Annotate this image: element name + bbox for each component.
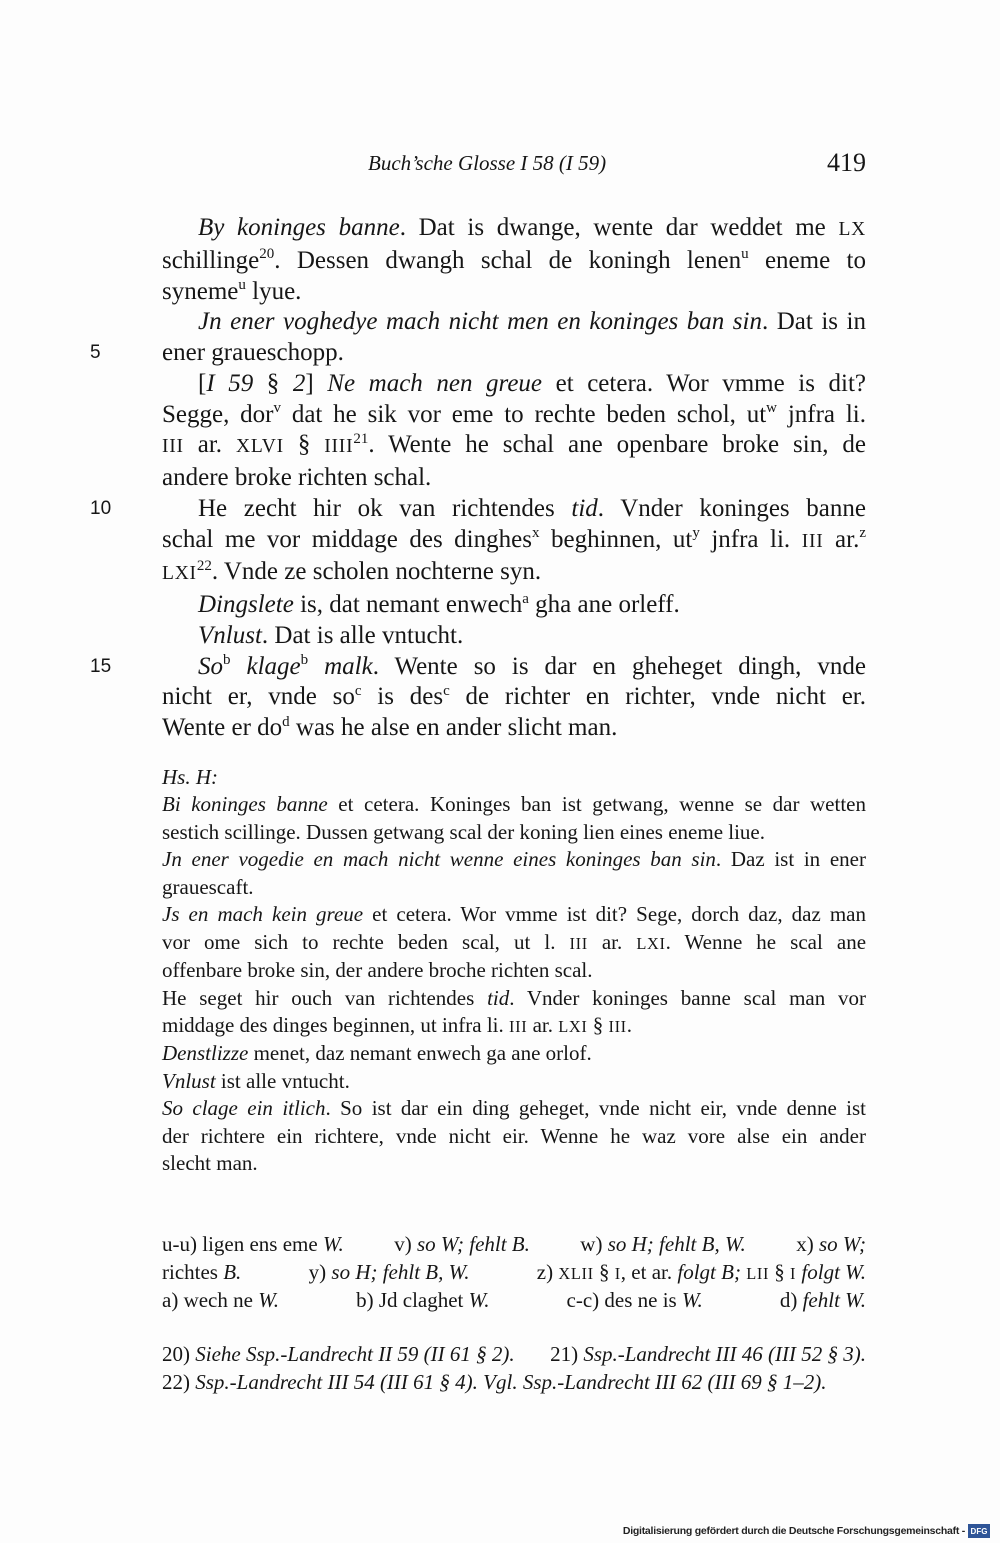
superscript-marker: c	[354, 682, 362, 699]
superscript-marker: x	[531, 525, 540, 542]
superscript-marker: v	[273, 400, 281, 417]
text-run: §	[283, 431, 325, 459]
text-run: He zecht hir ok van richtendes	[198, 494, 572, 522]
paragraph	[162, 764, 866, 791]
text-run: andere broke richten schal.	[162, 464, 432, 491]
paragraph	[162, 590, 866, 621]
italic-text: By koninges banne	[198, 214, 400, 241]
superscript-marker: b	[300, 652, 309, 669]
text-run: der richtere ein richtere, vnde nicht eir. Wenne he waz vore alse ein ander	[162, 1123, 866, 1148]
page-number: 419	[827, 148, 866, 177]
text-run: Segge, dor	[162, 400, 274, 428]
paragraph	[162, 791, 866, 846]
paragraph	[162, 213, 866, 307]
italic-text: fehlt W.	[802, 1288, 866, 1312]
apparatus-entry	[780, 1287, 866, 1315]
superscript-marker: w	[766, 400, 778, 417]
small-caps-numeral: XLII	[558, 1263, 594, 1283]
text-run: a) wech ne	[162, 1288, 259, 1312]
text-run: c-c) des ne is	[566, 1288, 682, 1312]
apparatus-line	[162, 1287, 866, 1315]
paragraph	[162, 1040, 866, 1067]
italic-text: so W; fehlt B.	[416, 1232, 530, 1256]
gloss-main-text	[90, 213, 867, 744]
text-line	[162, 682, 866, 713]
italic-text: klage	[246, 652, 301, 680]
text-run: is, dat nemant enwech	[293, 591, 523, 618]
text-line	[162, 1012, 866, 1040]
text-line	[162, 400, 866, 431]
text-run: . Vnder koninges banne scal man vor	[509, 985, 866, 1010]
apparatus-entry	[162, 1231, 344, 1259]
italic-text: Hs. H:	[162, 765, 218, 789]
running-title: Buch’sche Glosse I 58 (I 59)	[368, 151, 607, 175]
italic-text: So	[198, 652, 223, 680]
text-run: richtes	[162, 1259, 224, 1284]
italic-text: W.	[681, 1288, 703, 1312]
text-run: de richter en richter, vnde nicht er.	[449, 683, 866, 711]
text-line	[162, 846, 866, 873]
text-run: gha ane orleff.	[528, 591, 680, 618]
italic-text: malk	[324, 652, 373, 680]
apparatus-entry	[537, 1259, 866, 1288]
text-run: . So ist dar ein ding geheget, vnde nicht eir, vnde denne ist	[325, 1096, 867, 1121]
italic-text: Js en mach kein greue	[162, 902, 364, 927]
dfg-logo: DFG	[968, 1524, 990, 1538]
text-run: §	[587, 1012, 609, 1037]
text-line	[162, 1068, 866, 1095]
italic-text: Vnlust	[162, 1068, 216, 1093]
small-caps-numeral: III	[509, 1016, 528, 1036]
text-run: . Wente he schal ane openbare broke sin, de	[368, 431, 867, 459]
text-run: ist alle vntucht.	[215, 1068, 350, 1093]
text-line	[162, 1150, 866, 1177]
text-run: §	[593, 1259, 615, 1284]
text-run: , et ar.	[620, 1259, 678, 1284]
footnote-entry	[162, 1340, 515, 1368]
apparatus-line	[162, 1231, 866, 1259]
text-line	[162, 246, 866, 277]
italic-text: W.	[322, 1232, 344, 1256]
text-run: . Dat is in	[761, 308, 866, 336]
superscript-marker: 22	[196, 557, 212, 574]
text-line	[162, 985, 866, 1012]
text-run: . Wenne he scal ane	[665, 929, 867, 954]
superscript-marker: u	[741, 246, 749, 263]
paragraph	[162, 846, 866, 901]
italic-text: Jn ener voghedye mach nicht men en koninges ban sin	[198, 308, 762, 336]
small-caps-numeral: LXI	[558, 1016, 588, 1036]
apparatus-entry	[394, 1231, 530, 1259]
superscript-marker: 21	[353, 430, 369, 447]
text-line	[162, 525, 866, 558]
text-run: middage des dinges beginnen, ut infra li.	[162, 1012, 510, 1037]
text-run: w)	[580, 1232, 608, 1256]
text-run: vor ome sich to rechte beden scal, ut l.	[162, 929, 570, 954]
text-run: . Wente so is dar en gheheget dingh, vnde	[372, 652, 867, 680]
paragraph	[162, 369, 866, 494]
italic-text: Ssp.-Landrecht III 46 (III 52 § 3).	[583, 1342, 866, 1366]
text-line	[90, 494, 866, 525]
italic-text: tid	[487, 985, 510, 1010]
apparatus-entry	[356, 1287, 489, 1315]
text-run: z)	[536, 1259, 559, 1284]
text-run: ar.	[183, 431, 236, 459]
small-caps-numeral: III	[569, 933, 588, 953]
italic-text: W.	[258, 1288, 280, 1312]
text-run: . Daz ist in ener	[715, 847, 866, 872]
line-number: 15	[90, 655, 112, 677]
text-line	[162, 621, 866, 652]
text-run: schal me vor middage des dinghes	[162, 525, 532, 553]
italic-text: B.	[223, 1259, 242, 1284]
text-run: et cetera. Wor vmme ist dit? Sege, dorch daz, daz man	[363, 902, 867, 927]
text-line	[162, 369, 866, 400]
text-run: He seget hir ouch van richtendes	[162, 985, 488, 1010]
text-run: 22)	[162, 1370, 196, 1394]
text-run: u-u) ligen ens eme	[162, 1232, 323, 1256]
critical-apparatus	[162, 1231, 866, 1315]
apparatus-entry	[162, 1287, 279, 1315]
text-line	[162, 764, 866, 791]
text-run: dat he sik vor eme to rechte beden schol, ut	[281, 400, 767, 428]
paragraph	[90, 307, 866, 369]
italic-text: Jn ener vogedie en mach nicht wenne eines koninges ban sin	[162, 847, 716, 872]
text-run: et cetera. Koninges ban ist getwang, wenne se dar wetten	[327, 792, 866, 817]
small-caps-numeral: I	[614, 1263, 621, 1283]
italic-text: W.	[468, 1288, 490, 1312]
text-run: ar.	[527, 1012, 559, 1037]
italic-text: 2	[292, 369, 306, 397]
text-run: et cetera. Wor vmme is dit?	[542, 369, 867, 397]
text-run: 20)	[162, 1342, 196, 1366]
text-run: y)	[308, 1259, 332, 1284]
text-line	[162, 463, 866, 494]
superscript-marker: c	[443, 682, 450, 699]
apparatus-entry	[309, 1259, 470, 1288]
superscript-marker: u	[238, 277, 246, 294]
footnote-line	[162, 1340, 866, 1368]
text-run: . Vnde ze scholen nochterne syn.	[211, 558, 542, 586]
footnote-line	[162, 1368, 866, 1396]
footnote-entry	[162, 1368, 826, 1396]
superscript-marker: z	[859, 525, 867, 542]
paragraph	[162, 985, 866, 1041]
paragraph	[162, 901, 866, 984]
text-run: [	[198, 369, 207, 397]
italic-text: folgt B;	[677, 1259, 741, 1284]
small-caps-numeral: LII	[746, 1263, 770, 1283]
superscript-marker: d	[282, 713, 290, 730]
text-run: jnfra li.	[699, 525, 802, 553]
italic-text: Denstlizze	[162, 1041, 249, 1066]
text-run: ener graueschopp.	[162, 339, 344, 366]
manuscript-h-text	[162, 764, 866, 1178]
superscript-marker: 20	[259, 246, 275, 263]
text-line	[162, 819, 866, 846]
text-run: 21)	[550, 1342, 584, 1366]
small-caps-numeral: III	[801, 530, 824, 552]
small-caps-numeral: XLVI	[235, 436, 284, 458]
small-caps-numeral: LXI	[162, 563, 197, 585]
paragraph	[90, 652, 867, 744]
text-line	[162, 307, 866, 338]
line-number: 10	[90, 497, 112, 519]
text-run: nicht er, vnde so	[162, 683, 355, 711]
text-run: jnfra li.	[777, 400, 866, 428]
small-caps-numeral: IIII	[324, 436, 354, 458]
italic-text: Siehe Ssp.-Landrecht II 59 (II 61 § 2).	[195, 1342, 515, 1366]
footnotes	[162, 1340, 866, 1396]
text-run: d)	[779, 1288, 803, 1312]
text-line	[162, 1123, 866, 1150]
small-caps-numeral: LXI	[636, 933, 666, 953]
text-run: offenbare broke sin, der andere broche richten scal.	[162, 958, 593, 983]
text-line	[162, 430, 866, 463]
credit-text: Digitalisierung gefördert durch die Deutsche Forschungsgemeinschaft -	[622, 1525, 965, 1537]
italic-text: so W;	[818, 1232, 866, 1256]
text-run: . Dat is alle vntucht.	[261, 621, 464, 649]
italic-text: tid	[571, 494, 598, 522]
italic-text: Bi koninges banne	[162, 792, 328, 817]
italic-text: so H; fehlt B, W.	[331, 1259, 470, 1284]
text-line	[162, 791, 866, 818]
text-run: menet, daz nemant enwech ga ane orlof.	[248, 1041, 592, 1066]
line-number: 5	[90, 342, 101, 363]
text-line	[162, 874, 866, 901]
text-run: ar.	[823, 525, 860, 553]
italic-text: So clage ein itlich	[162, 1096, 326, 1121]
text-line	[162, 1095, 866, 1122]
paragraph	[162, 1095, 866, 1177]
italic-text: folgt W.	[801, 1259, 866, 1284]
text-run	[308, 653, 324, 680]
paragraph	[162, 621, 866, 652]
apparatus-entry	[580, 1231, 745, 1259]
text-run: Wente er do	[162, 714, 283, 741]
text-line	[162, 929, 866, 957]
paragraph	[90, 494, 867, 590]
text-run: sestich scillinge. Dussen getwang scal der koning lien eines eneme liue.	[162, 819, 766, 844]
text-line	[162, 713, 866, 744]
text-run	[231, 653, 247, 680]
superscript-marker: y	[692, 525, 700, 542]
text-run: slecht man.	[162, 1151, 258, 1176]
text-run: x)	[796, 1232, 819, 1256]
text-line	[162, 901, 866, 928]
text-run: b) Jd claghet	[356, 1288, 469, 1312]
text-run: . Dat is dwange, wente dar weddet me	[399, 214, 839, 241]
italic-text: I 59	[206, 369, 254, 397]
text-line	[162, 957, 866, 984]
text-line	[162, 277, 866, 308]
small-caps-numeral: I	[790, 1263, 797, 1283]
text-run: beghinnen, ut	[539, 525, 693, 553]
small-caps-numeral: III	[162, 436, 184, 458]
small-caps-numeral: LX	[838, 219, 866, 240]
text-run: §	[253, 369, 293, 397]
superscript-marker: b	[223, 652, 231, 669]
italic-text: Ne mach nen greue	[327, 369, 543, 397]
italic-text: so H; fehlt B, W.	[607, 1232, 746, 1256]
apparatus-entry	[567, 1287, 703, 1315]
text-run: v)	[394, 1232, 417, 1256]
text-run: ar.	[587, 929, 637, 954]
apparatus-entry	[162, 1259, 241, 1288]
digitization-credit	[623, 1524, 990, 1538]
text-line	[162, 590, 866, 621]
apparatus-line	[162, 1259, 866, 1288]
apparatus-entry	[796, 1231, 866, 1259]
text-line	[162, 213, 866, 246]
text-run: §	[769, 1259, 791, 1284]
text-line	[162, 557, 866, 590]
footnote-entry	[550, 1340, 866, 1368]
text-run: syneme	[162, 277, 239, 305]
text-line	[90, 652, 867, 683]
text-run: is des	[361, 683, 444, 711]
text-run: . Vnder koninges banne	[597, 494, 866, 522]
small-caps-numeral: III	[608, 1016, 627, 1036]
paragraph	[162, 1068, 866, 1095]
text-run: . Dessen dwangh schal de koningh lenen	[274, 246, 742, 274]
text-line	[90, 338, 866, 369]
italic-text: Vnlust	[198, 621, 262, 649]
text-run: eneme to	[748, 246, 866, 274]
superscript-marker: a	[522, 590, 529, 607]
text-run: ]	[305, 369, 328, 397]
text-run: .	[626, 1012, 633, 1037]
text-run: was he alse en ander slicht man.	[289, 714, 618, 741]
text-run: grauescaft.	[162, 874, 254, 899]
text-run: schillinge	[162, 246, 260, 274]
italic-text: Dingslete	[198, 591, 294, 618]
italic-text: Ssp.-Landrecht III 54 (III 61 § 4). Vgl. Ssp.-Landrecht III 62 (III 69 § 1–2).	[195, 1370, 827, 1394]
text-run: lyue.	[245, 277, 302, 305]
text-line	[162, 1040, 866, 1067]
